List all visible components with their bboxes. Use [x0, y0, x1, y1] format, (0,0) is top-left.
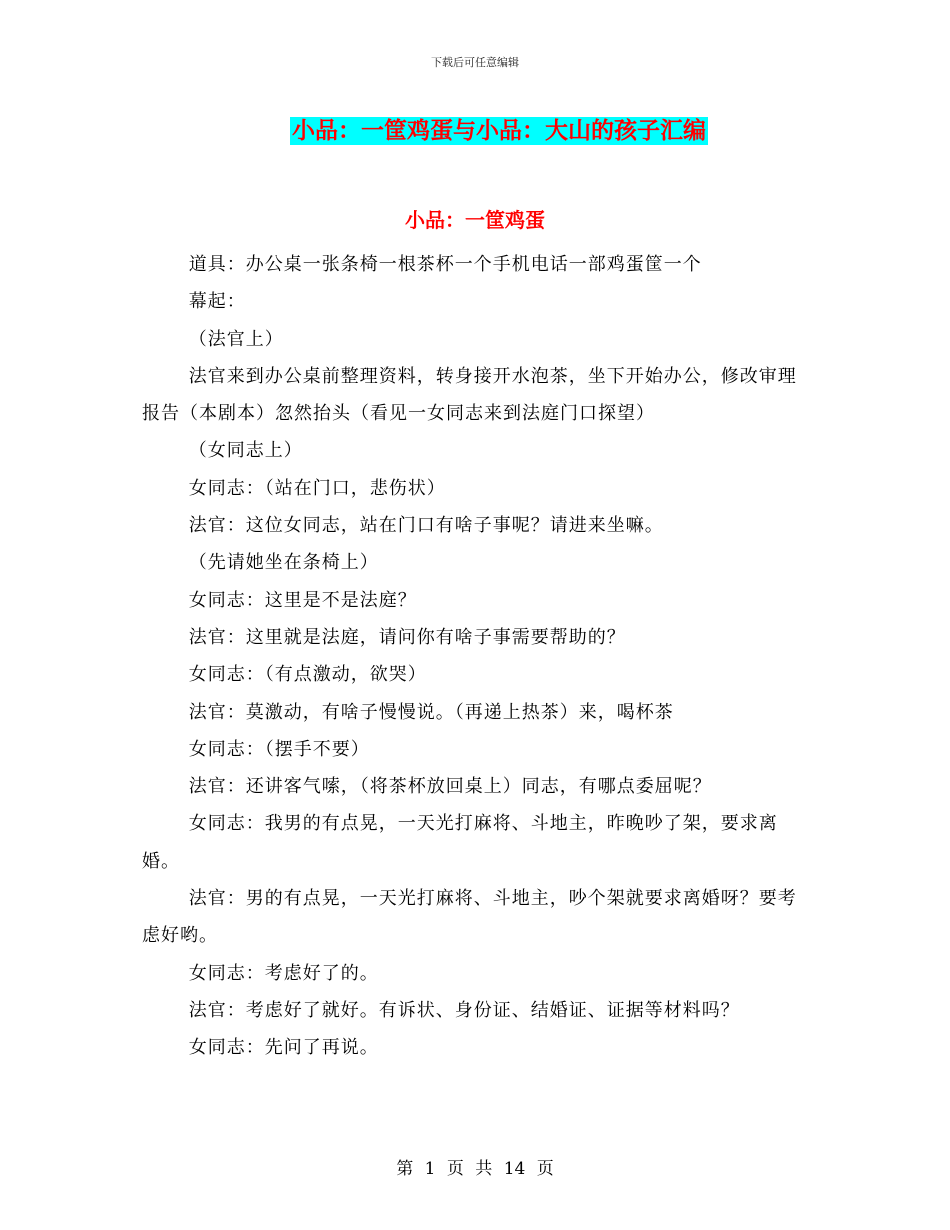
paragraph: 女同志：（有点激动，欲哭） [188, 664, 427, 686]
section-title: 小品：一筐鸡蛋 [405, 208, 545, 232]
paragraph: 法官来到办公桌前整理资料，转身接开水泡茶，坐下开始办公，修改审理报告（本剧本）忽然抬头（看见一女同志来到法庭门口探望） [142, 365, 797, 425]
paragraph: 道具：办公桌一张条椅一根茶杯一个手机电话一部鸡蛋筐一个 [188, 254, 702, 275]
header-note: 下载后可任意编辑 [431, 56, 519, 69]
paragraph: 女同志：（摆手不要） [188, 738, 370, 760]
document-title-wrapper [0, 112, 950, 145]
document-title: 小品：一筐鸡蛋与小品：大山的孩子汇编 [292, 118, 706, 144]
paragraph: 女同志：考虑好了的。 [188, 962, 379, 984]
paragraph: 女同志：这里是不是法庭？ [188, 589, 417, 611]
paragraph: 幕起： [188, 291, 246, 313]
paragraph: （女同志上） [188, 440, 303, 462]
paragraph: （法官上） [188, 328, 284, 350]
paragraph: 法官：男的有点晃，一天光打麻将、斗地主，吵个架就要求离婚呀？要考虑好哟。 [142, 888, 797, 947]
paragraph: 女同志：我男的有点晃，一天光打麻将、斗地主，昨晚吵了架，要求离婚。 [142, 813, 778, 872]
paragraph: 法官：这位女同志，站在门口有啥子事呢？请进来坐嘛。 [188, 515, 664, 537]
paragraph: 法官：还讲客气嗦，（将茶杯放回桌上）同志，有哪点委屈呢？ [188, 776, 712, 798]
page-footer: 第 1 页 共 14 页 [396, 1159, 554, 1179]
body-text [142, 246, 812, 1067]
paragraph: 女同志：（站在门口，悲伤状） [188, 477, 446, 499]
paragraph: 女同志：先问了再说。 [188, 1037, 379, 1059]
paragraph: 法官：考虑好了就好。有诉状、身份证、结婚证、证据等材料吗？ [188, 999, 740, 1021]
paragraph: 法官：这里就是法庭，请问你有啥子事需要帮助的？ [188, 626, 626, 648]
paragraph: 法官：莫激动，有啥子慢慢说。（再递上热茶）来，喝杯茶 [188, 701, 674, 723]
paragraph: （先请她坐在条椅上） [188, 552, 379, 574]
